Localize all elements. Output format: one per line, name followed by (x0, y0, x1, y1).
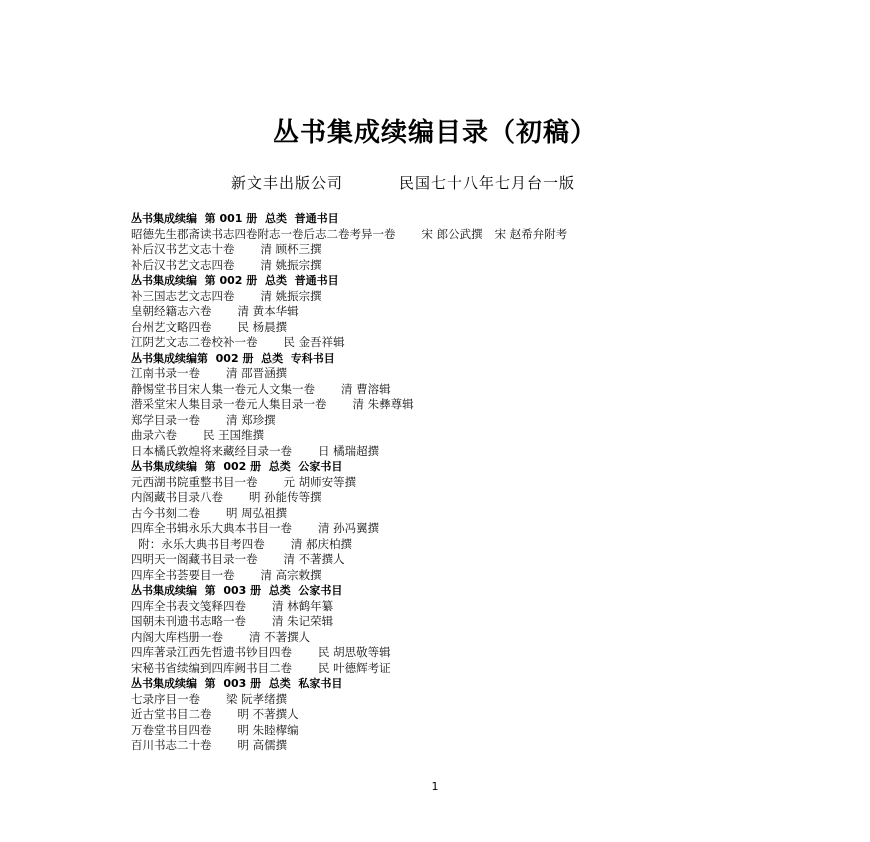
entry-author: 清 姚振宗撰 (260, 257, 322, 272)
catalog-entry (131, 366, 831, 382)
entry-title: 万卷堂书目四卷 (131, 722, 212, 737)
entry-title: 近古堂书目二卷 (131, 707, 212, 721)
entry-author: 清 不著撰人 (283, 552, 345, 566)
entry-author: 清 顾杯三撰 (260, 242, 322, 256)
entry-title: 潜采堂宋人集目录一卷元人集目录一卷 (131, 397, 327, 411)
catalog-entry (131, 490, 831, 506)
catalog-entries (131, 211, 831, 754)
entry-author: 清 邵晋涵撰 (226, 366, 288, 380)
entry-title: 补三国志艺文志四卷 (131, 288, 235, 303)
catalog-entry (131, 258, 831, 274)
catalog-entry (131, 506, 831, 522)
entry-title: 昭德先生郡斋读书志四卷附志一卷后志二卷考异一卷 (131, 226, 396, 241)
entry-title: 七录序目一卷 (131, 691, 200, 706)
catalog-entry (131, 227, 831, 243)
catalog-entry (131, 661, 831, 677)
entry-author: 清 郑珍撰 (226, 412, 276, 427)
entry-title: 古今书刻二卷 (131, 505, 200, 520)
entry-author: 清 曹溶辑 (341, 381, 391, 396)
entry-author: 清 林鹤年纂 (272, 598, 334, 613)
catalog-entry (131, 707, 831, 723)
document-title: 丛书集成续编目录（初稿） (272, 118, 597, 148)
entry-title: 补后汉书艺文志四卷 (131, 257, 235, 272)
catalog-entry (131, 289, 831, 305)
catalog-entry (131, 645, 831, 661)
entry-author: 宋 郎公武撰 (421, 226, 483, 241)
entry-author-secondary: 宋 赵希弁附考 (494, 226, 568, 241)
entry-author: 清 郝庆柏撰 (290, 536, 352, 551)
catalog-entry (131, 614, 831, 630)
entry-author: 清 不著撰人 (249, 629, 311, 644)
entry-title: 曲录六卷 (131, 428, 177, 442)
entry-author: 梁 阮孝绪撰 (226, 691, 288, 706)
catalog-entry (131, 428, 831, 444)
entry-title: 内阁大库档册一卷 (131, 629, 223, 644)
entry-author: 元 胡师安等撰 (283, 474, 357, 489)
catalog-entry (131, 475, 831, 491)
catalog-entry (131, 242, 831, 258)
section-heading: 丛书集成续编 第 003 册 总类 公家书目 (131, 584, 343, 597)
publication-info (231, 172, 575, 193)
entry-author: 清 朱记荣辑 (272, 614, 334, 628)
entry-title: 附：永乐大典书目考四卷 (131, 536, 265, 551)
entry-title: 国朝未刊遗书志略一卷 (131, 614, 246, 628)
catalog-entry (131, 537, 831, 553)
entry-author: 明 孙能传等撰 (249, 490, 322, 504)
catalog-entry (131, 521, 831, 537)
entry-author: 民 王国维撰 (203, 428, 265, 442)
catalog-entry (131, 723, 831, 739)
entry-title: 四库全书辑永乐大典本书目一卷 (131, 521, 292, 535)
catalog-entry (131, 397, 831, 413)
section-heading: 丛书集成续编 第 002 册 总类 普通书目 (131, 274, 339, 287)
entry-title: 台州艺文略四卷 (131, 319, 212, 334)
catalog-entry (131, 382, 831, 398)
catalog-entry (131, 738, 831, 754)
entry-author: 民 胡思敬等辑 (318, 645, 391, 659)
entry-title: 宋秘书省续编到四库阙书目二卷 (131, 660, 292, 675)
catalog-entry (131, 630, 831, 646)
section-heading: 丛书集成续编第 002 册 总类 专科书目 (131, 351, 335, 365)
entry-title: 四库全书荟要目一卷 (131, 567, 235, 582)
entry-author: 清 姚振宗撰 (260, 288, 322, 303)
section-heading: 丛书集成续编 第 001 册 总类 普通书目 (131, 212, 339, 225)
entry-author: 日 橘瑞超撰 (318, 443, 380, 458)
entry-author: 民 金吾祥辑 (283, 335, 345, 349)
catalog-entry (131, 413, 831, 429)
entry-title: 日本橘氏敦煌将来藏经目录一卷 (131, 443, 292, 458)
catalog-entry (131, 335, 831, 351)
section-heading: 丛书集成续编 第 002 册 总类 公家书目 (131, 460, 343, 473)
catalog-entry (131, 692, 831, 708)
entry-author: 明 高儒撰 (237, 738, 288, 752)
entry-author: 清 孙冯翼撰 (318, 521, 380, 535)
entry-title: 四明天一阁藏书目录一卷 (131, 552, 258, 566)
entry-author: 明 朱睦㮮编 (237, 722, 299, 737)
entry-author: 清 黄本华辑 (237, 304, 299, 318)
catalog-entry (131, 304, 831, 320)
catalog-entry (131, 599, 831, 615)
entry-author: 清 朱彝尊辑 (352, 397, 414, 411)
entry-title: 皇朝经籍志六卷 (131, 304, 212, 318)
catalog-entry (131, 552, 831, 568)
catalog-entry (131, 568, 831, 584)
entry-title: 四库著录江西先哲遗书钞目四卷 (131, 645, 292, 659)
entry-title: 内阁藏书目录八卷 (131, 490, 223, 504)
entry-author: 明 周弘祖撰 (226, 505, 288, 520)
entry-title: 江阴艺文志二卷校补一卷 (131, 335, 258, 349)
edition-date: 民国七十八年七月台一版 (399, 174, 576, 192)
entry-title: 静惕堂书目宋人集一卷元人文集一卷 (131, 381, 315, 396)
entry-title: 四库全书表文笺释四卷 (131, 598, 246, 613)
catalog-entry (131, 444, 831, 460)
entry-author: 民 杨晨撰 (237, 319, 288, 334)
entry-title: 元西湖书院重整书目一卷 (131, 474, 258, 489)
entry-title: 江南书录一卷 (131, 366, 200, 380)
publisher: 新文丰出版公司 (231, 174, 344, 192)
entry-author: 明 不著撰人 (237, 707, 299, 721)
entry-author: 清 高宗敕撰 (260, 567, 322, 582)
page-number: 1 (431, 780, 439, 793)
catalog-entry (131, 320, 831, 336)
entry-author: 民 叶德辉考证 (318, 660, 391, 675)
section-heading: 丛书集成续编 第 003 册 总类 私家书目 (131, 677, 343, 690)
entry-title: 补后汉书艺文志十卷 (131, 242, 235, 256)
entry-title: 郑学目录一卷 (131, 412, 200, 427)
entry-title: 百川书志二十卷 (131, 738, 212, 752)
